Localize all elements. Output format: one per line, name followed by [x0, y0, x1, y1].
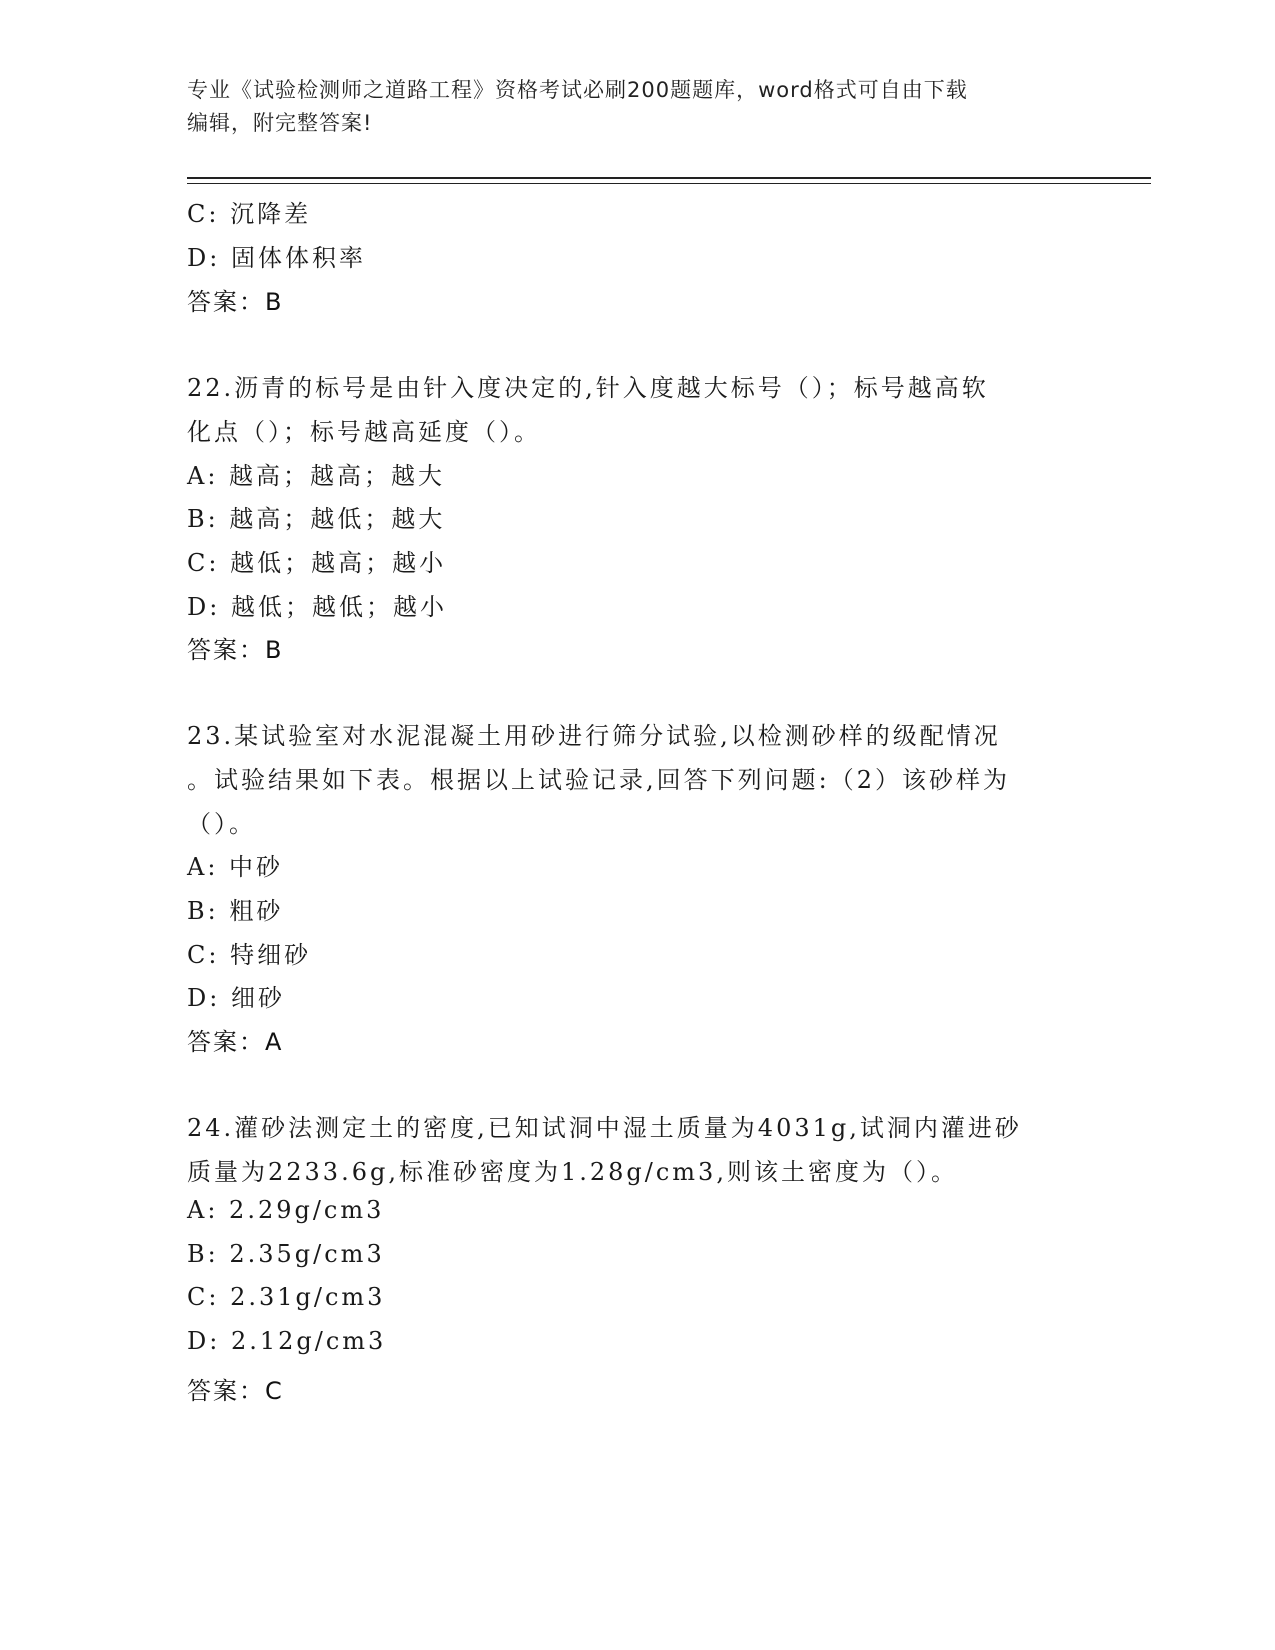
option-d: D: 固体体积率 [187, 244, 366, 272]
option-c: C: 沉降差 [187, 200, 312, 228]
option-a: A: 中砂 [187, 853, 284, 881]
header-title-line-1: 专业《试验检测师之道路工程》资格考试必刷200题题库，word格式可自由下载 [187, 78, 968, 102]
option-b: B: 越高；越低；越大 [187, 505, 446, 533]
option-c: C: 特细砂 [187, 941, 312, 969]
option-d: D: 细砂 [187, 984, 285, 1012]
question-stem-line: 22.沥青的标号是由针入度决定的,针入度越大标号（）；标号越高软 [187, 374, 989, 402]
question-stem-line: 质量为2233.6g,标准砂密度为1.28g/cm3,则该土密度为（）。 [187, 1158, 958, 1186]
option-b: B: 2.35g/cm3 [187, 1240, 385, 1268]
option-b: B: 粗砂 [187, 897, 284, 925]
option-a: A: 2.29g/cm3 [187, 1196, 385, 1224]
question-stem-line: 。试验结果如下表。根据以上试验记录,回答下列问题:（2）该砂样为 [187, 766, 1010, 794]
header-divider-thick [187, 177, 1151, 179]
answer-line: 答案：A [187, 1028, 284, 1056]
question-stem-line: 23.某试验室对水泥混凝土用砂进行筛分试验,以检测砂样的级配情况 [187, 722, 1001, 750]
question-stem-line: （）。 [187, 810, 256, 838]
header-title-line-2: 编辑，附完整答案! [187, 111, 373, 135]
option-d: D: 越低；越低；越小 [187, 593, 447, 621]
answer-line: 答案：B [187, 288, 284, 316]
question-stem-line: 化点（）；标号越高延度（）。 [187, 418, 541, 446]
question-stem-line: 24.灌砂法测定土的密度,已知试洞中湿土质量为4031g,试洞内灌进砂 [187, 1114, 1022, 1142]
answer-line: 答案：B [187, 636, 284, 664]
option-a: A: 越高；越高；越大 [187, 462, 446, 490]
option-c: C: 越低；越高；越小 [187, 549, 447, 577]
answer-line: 答案：C [187, 1377, 284, 1405]
option-c: C: 2.31g/cm3 [187, 1283, 386, 1311]
option-d: D: 2.12g/cm3 [187, 1327, 387, 1355]
document-header [187, 74, 1087, 140]
header-divider-thin [187, 183, 1151, 184]
